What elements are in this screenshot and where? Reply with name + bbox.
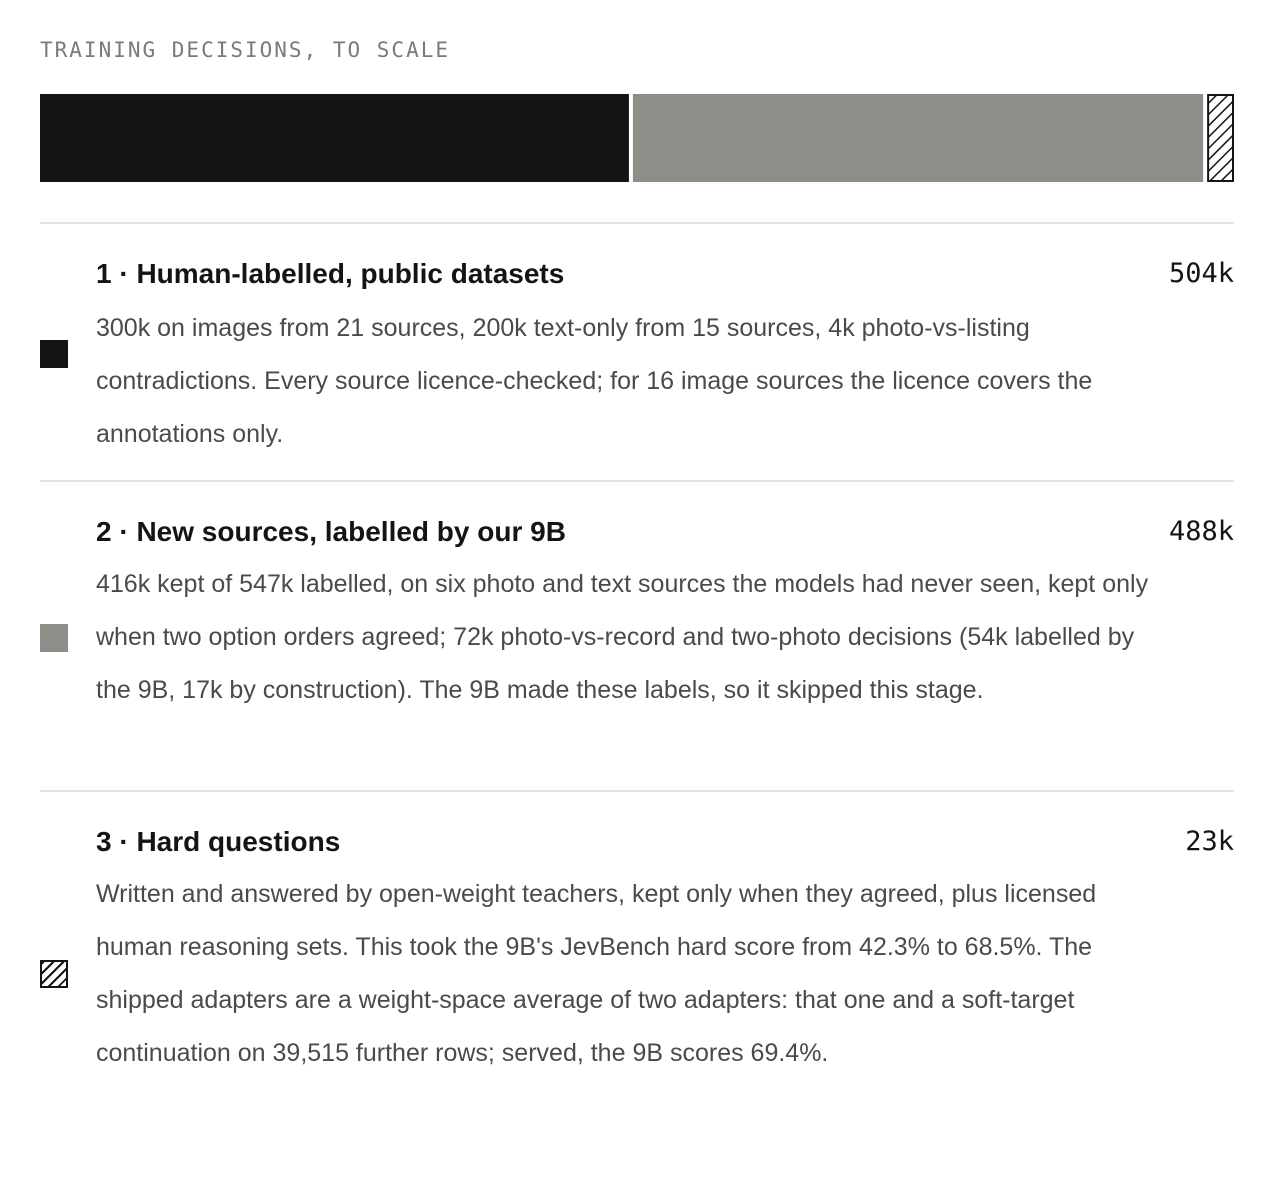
chart-caption: TRAINING DECISIONS, TO SCALE: [40, 38, 451, 62]
stage-1-swatch: [40, 340, 68, 368]
stage-2-swatch: [40, 624, 68, 652]
stage-3-title: 3 · Hard questions: [96, 826, 341, 857]
bar-segment-1: [40, 94, 629, 182]
stage-1-count: 504k: [1168, 258, 1234, 289]
stage-2-title: 2 · New sources, labelled by our 9B: [96, 516, 566, 547]
stage-1-title: 1 · Human-labelled, public datasets: [96, 258, 565, 289]
bar-segment-3: [1208, 95, 1233, 181]
stage-1-description: 300k on images from 21 sources, 200k text-only from 15 sources, 4k photo-vs-listing contradictions. Every source licence-checked; for 16 image sources the licence covers the annotations only.: [96, 314, 1093, 448]
stage-3-count: 23k: [1185, 826, 1234, 857]
stage-3-swatch: [40, 960, 68, 988]
stage-row-2: [40, 480, 1234, 704]
stage-3-description: Written and answered by open-weight teachers, kept only when they agreed, plus licensed human reasoning sets. This took the 9B's JevBench hard score from 42.3% to 68.5%. The shipped adapters are a weight-space average of two adapters: that one and a soft-target continuation on 39,515 further rows; served, the 9B scores 69.4%.: [96, 880, 1097, 1067]
stage-2-description: 416k kept of 547k labelled, on six photo and text sources the models had never seen, kept only when two option orders agreed; 72k photo-vs-record and two-photo decisions (54k labelled by the 9B, 17k by construction). The 9B made these labels, so it skipped this stage.: [96, 570, 1149, 704]
stage-row-3: [40, 790, 1234, 1067]
stacked-bar: [40, 94, 1234, 182]
bar-segment-2: [633, 94, 1203, 182]
stage-row-1: [40, 222, 1234, 448]
stage-2-count: 488k: [1168, 516, 1234, 547]
